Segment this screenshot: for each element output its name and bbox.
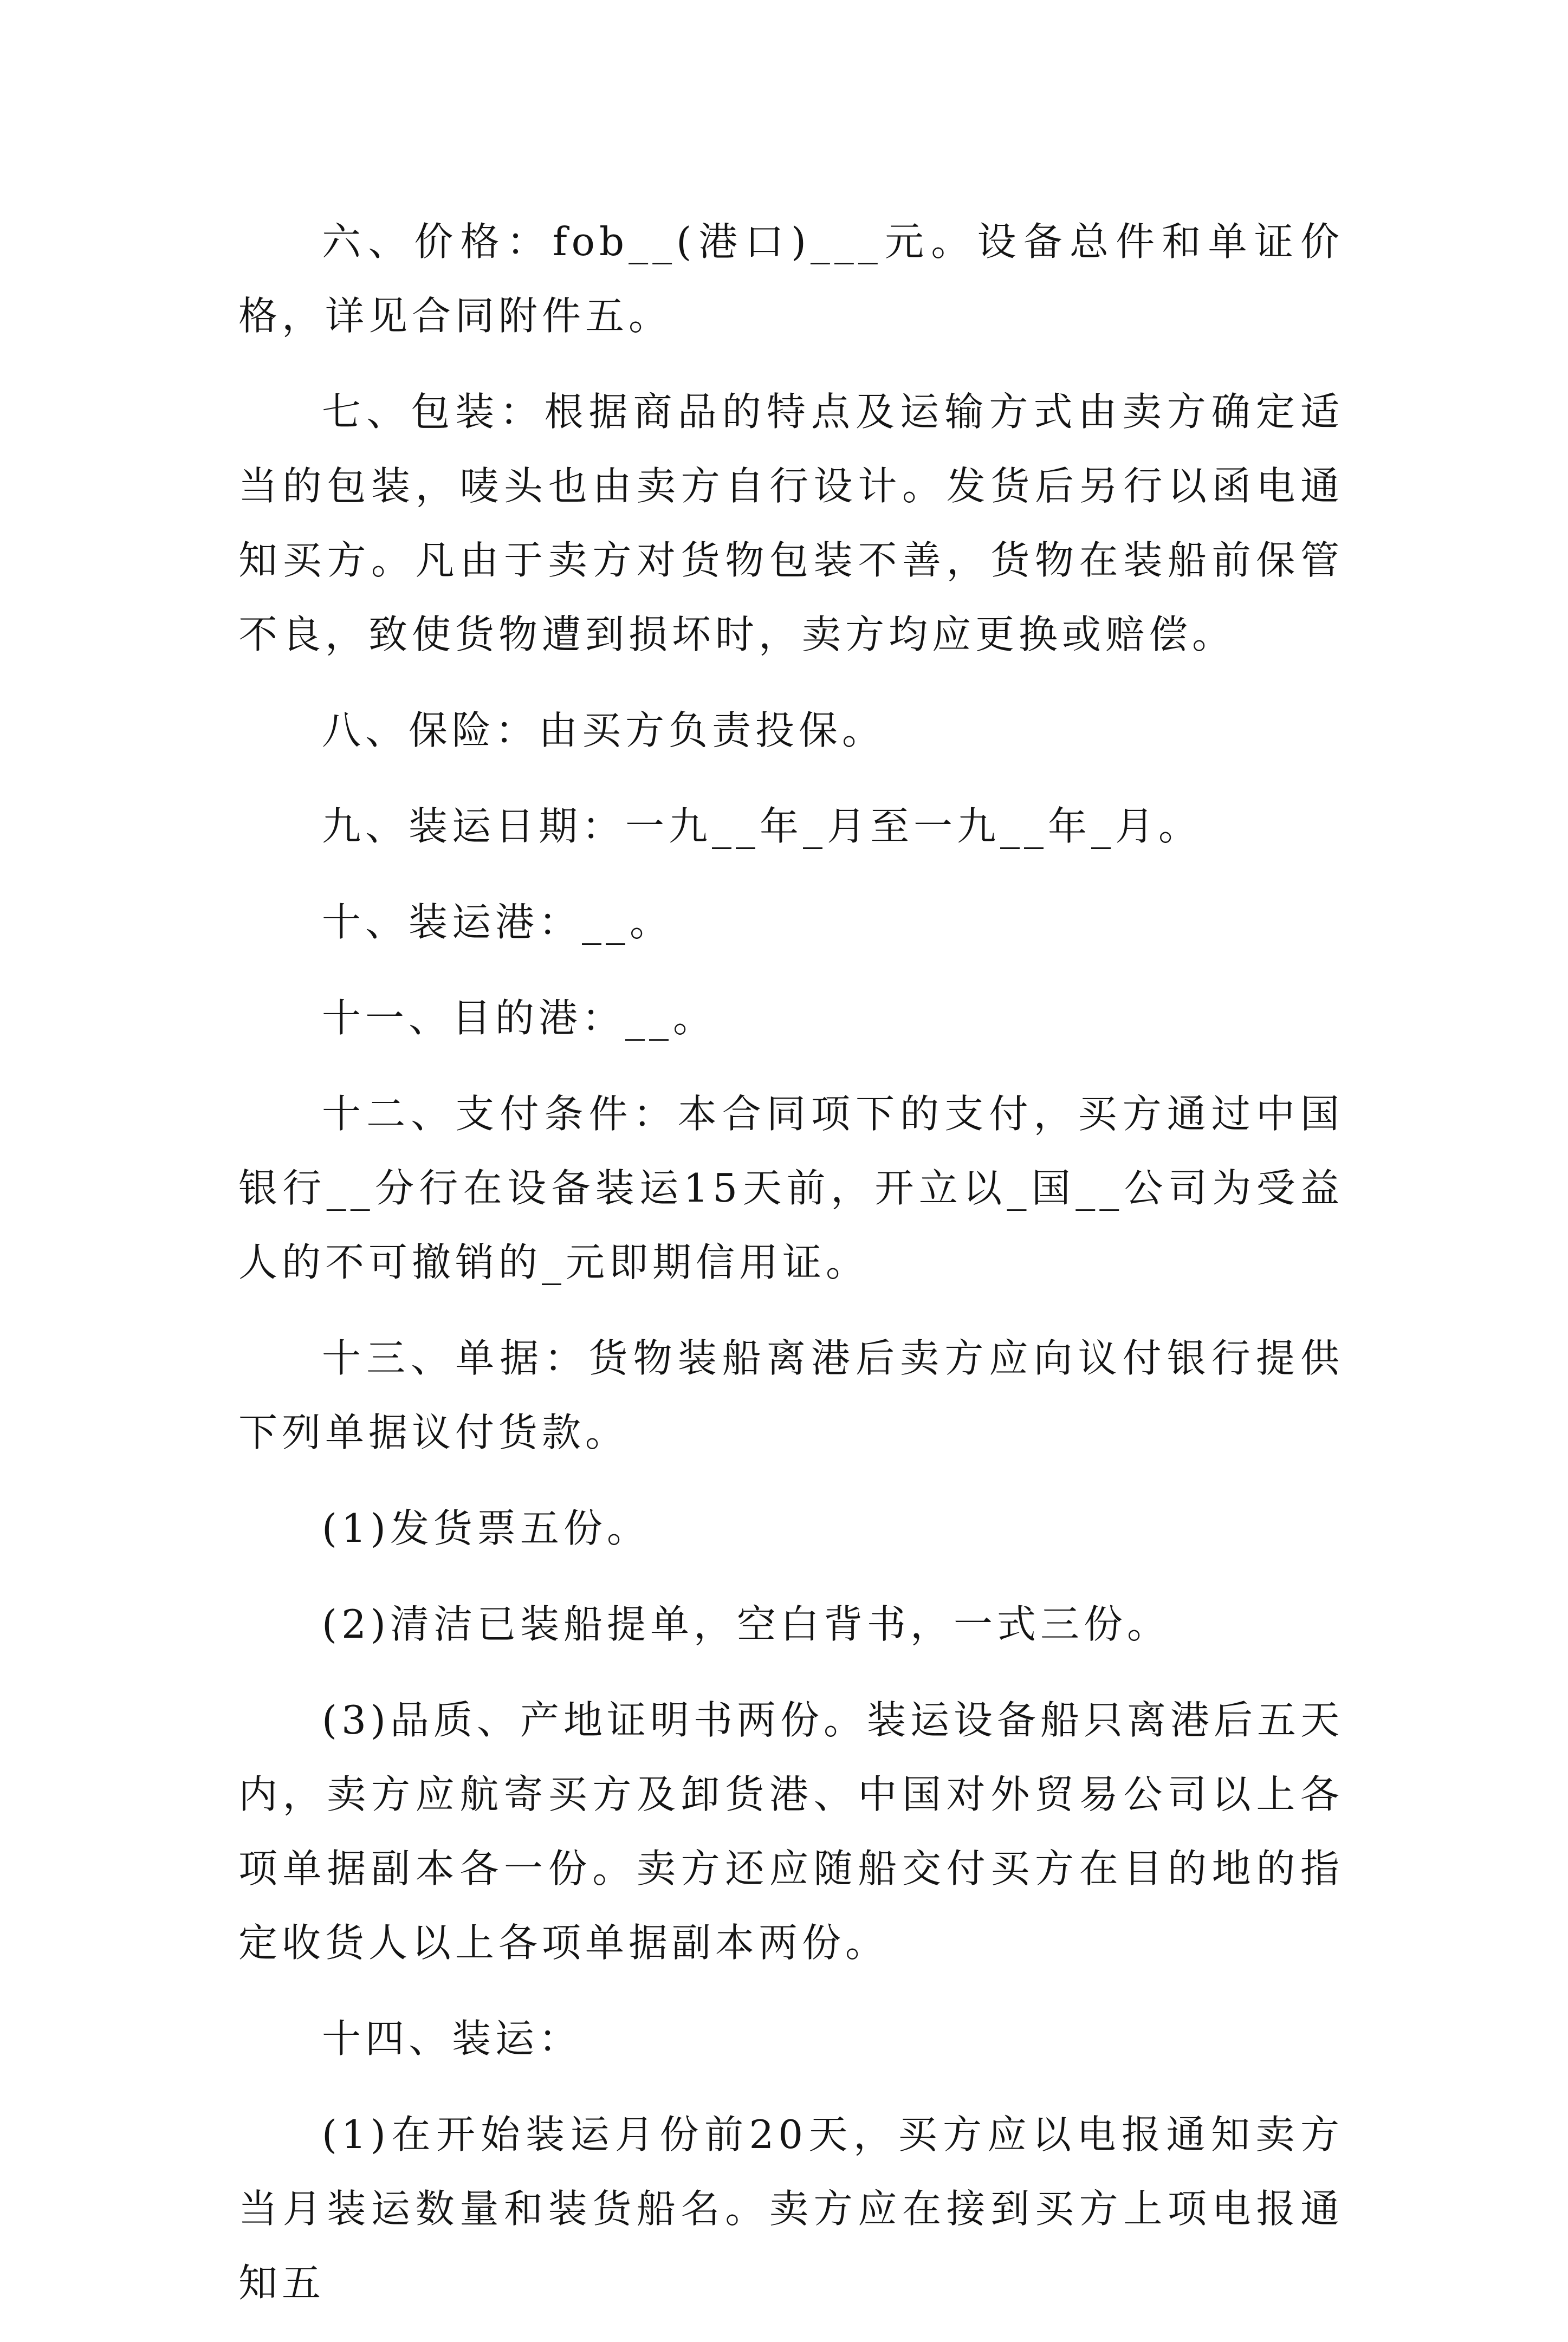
clause-port-of-destination: 十一、目的港：__。 xyxy=(322,995,717,1041)
documents-item-2: (2)清洁已装船提单，空白背书，一式三份。 xyxy=(322,1601,1170,1647)
documents-item-1: (1)发货票五份。 xyxy=(322,1506,650,1551)
shipment-item-1: (1)在开始装运月份前20天，买方应以电报通知卖方当月装运数量和装货船名。卖方应在接到买方上项电报通知五 xyxy=(238,2112,1344,2306)
clause-price: 六、价格：fob__(港口)___元。设备总件和单证价格，详见合同附件五。 xyxy=(238,219,1344,339)
clause-packing: 七、包装：根据商品的特点及运输方式由卖方确定适当的包装，唛头也由卖方自行设计。发货后另行以函电通知买方。凡由于卖方对货物包装不善，货物在装船前保管不良，致使货物遭到损坏时，卖方均应更换或赔偿。 xyxy=(238,389,1344,657)
clause-payment-terms: 十二、支付条件：本合同项下的支付，买方通过中国银行__分行在设备装运15天前，开立以_国__公司为受益人的不可撤销的_元即期信用证。 xyxy=(238,1091,1344,1285)
documents-item-3: (3)品质、产地证明书两份。装运设备船只离港后五天内，卖方应航寄买方及卸货港、中国对外贸易公司以上各项单据副本各一份。卖方还应随船交付买方在目的地的指定收货人以上各项单据副本两份。 xyxy=(238,1697,1344,1965)
clause-insurance: 八、保险：由买方负责投保。 xyxy=(322,708,886,753)
document-body xyxy=(238,205,1344,2342)
clause-shipment: 十四、装运： xyxy=(322,2016,582,2061)
clause-port-of-loading: 十、装运港：__。 xyxy=(322,899,673,945)
clause-shipment-date: 九、装运日期：一九__年_月至一九__年_月。 xyxy=(322,803,1202,849)
clause-documents: 十三、单据：货物装船离港后卖方应向议付银行提供下列单据议付货款。 xyxy=(238,1335,1344,1455)
